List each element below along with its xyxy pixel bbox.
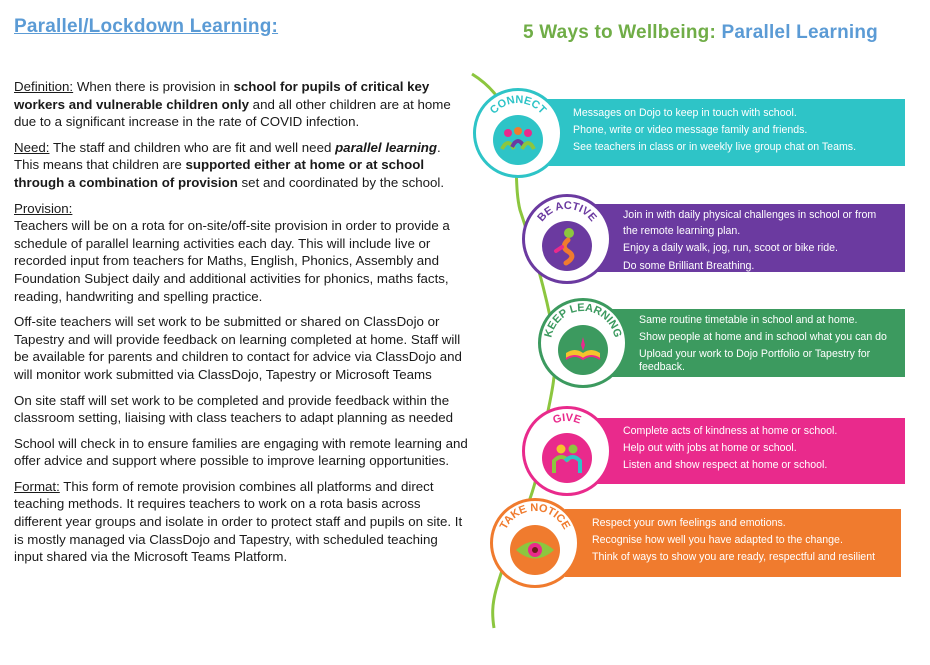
- need-text-3: set and coordinated by the school.: [237, 174, 445, 190]
- wellbeing-title: [523, 22, 878, 44]
- need-label: Need:: [14, 139, 50, 155]
- keep-learning-band: [612, 309, 905, 377]
- keep-learning-line: feedback.: [639, 361, 685, 373]
- people-icon: [493, 115, 543, 165]
- format-text: This form of remote provision combines all platforms and direct teaching methods. It requires teachers to work on a rota basis across different year groups and isolate in order to protect staff and pupils on site. It is mostly managed via ClassDojo and Tapestry, with scheduled teaching input shared via the Microsoft Teams Platform.: [14, 478, 463, 565]
- keep-learning-line: Same routine timetable in school and at home.: [639, 314, 858, 326]
- school-check-paragraph: School will check in to ensure families are engaging with remote learning and offer advice and support where possible to improve learning opportunities.: [14, 435, 468, 469]
- need-bold: supported either at home or at school through a combination of provision: [14, 157, 425, 190]
- connect-title: CONNECT: [487, 93, 549, 117]
- keep-learning-title: KEEP LEARNING: [542, 301, 624, 339]
- definition-paragraph: [14, 78, 469, 131]
- wellbeing-title-part2: Parallel Learning: [721, 22, 878, 43]
- take-notice-line: Think of ways to show you are ready, respectful and resilient: [592, 551, 876, 563]
- eye-icon: [510, 525, 560, 575]
- be-active-line: Join in with daily physical challenges in school or from: [623, 209, 877, 221]
- give-title: GIVE: [551, 411, 583, 427]
- take-notice-line: Respect your own feelings and emotions.: [592, 517, 786, 529]
- keep-learning-line: Upload your work to Dojo Portfolio or Tapestry for: [639, 348, 871, 360]
- need-bold-italic: parallel learning: [335, 139, 438, 155]
- be-active-line: Do some Brilliant Breathing.: [623, 259, 755, 272]
- format-paragraph: [14, 478, 469, 566]
- wellbeing-title-part1: 5 Ways to Wellbeing:: [523, 22, 716, 43]
- give-badge: [522, 406, 612, 496]
- onsite-paragraph: On site staff will set work to be completed and provide feedback within the classroom setting, liaising with class teachers to adapt planning as needed: [14, 392, 454, 426]
- need-paragraph: [14, 139, 469, 192]
- connect-line: Phone, write or video message family and friends.: [573, 124, 808, 136]
- be-active-line: Enjoy a daily walk, jog, run, scoot or bike ride.: [623, 242, 838, 254]
- info-column: [14, 78, 469, 574]
- connect-band: [545, 99, 905, 166]
- take-notice-title: TAKE NOTICE: [497, 501, 573, 532]
- give-band: [593, 418, 905, 484]
- offsite-paragraph: Off-site teachers will set work to be submitted or shared on ClassDojo or Tapestry and will provide feedback on learning completed at home. Staff will be available for parents and children to contact for advice via ClassDojo and will monitor work submitted via ClassDojo, Tapestry or Microsoft Teams: [14, 314, 462, 382]
- svg-text:CONNECT: [488, 94, 549, 117]
- definition-text-2: and all other children are at home due to a significant increase in the rate of COVID infection.: [14, 96, 451, 130]
- hug-icon: [542, 433, 592, 483]
- provision-paragraph: [14, 200, 469, 306]
- be-active-badge: [522, 194, 612, 284]
- definition-label: Definition:: [14, 79, 74, 94]
- connect-line: See teachers in class or in weekly live group chat on Teams.: [573, 141, 857, 153]
- definition-text-1: When there is provision in: [73, 79, 234, 94]
- give-line: Listen and show respect at home or school.: [623, 459, 828, 471]
- be-active-line: the remote learning plan.: [623, 224, 741, 237]
- running-person-icon: [542, 221, 592, 271]
- page-title: Parallel/Lockdown Learning:: [14, 16, 279, 37]
- provision-text: Teachers will be on a rota for on-site/off-site provision in order to provide a schedule of parallel learning activities each day. This will include live or recorded input from teachers for Maths, English, Phonics, Assembly and Foundation Subject daily and additional activities for phonics, maths facts, reading, handwriting and spelling practice.: [14, 218, 450, 304]
- keep-learning-badge: [538, 298, 628, 388]
- format-label: Format:: [14, 478, 60, 494]
- be-active-band: [593, 204, 905, 272]
- open-book-icon: [558, 325, 608, 375]
- need-text-1: The staff and children who are fit and well need: [49, 139, 336, 155]
- take-notice-badge: [490, 498, 580, 588]
- take-notice-line: Recognise how well you have adapted to the change.: [592, 534, 843, 546]
- give-line: Complete acts of kindness at home or school.: [623, 425, 838, 437]
- connect-line: Messages on Dojo to keep in touch with school.: [573, 107, 797, 119]
- be-active-title: BE ACTIVE: [535, 199, 599, 224]
- definition-bold: school for pupils of critical key workers and vulnerable children only: [14, 79, 430, 112]
- keep-learning-line: Show people at home and in school what you can do: [639, 331, 887, 343]
- take-notice-band: [565, 509, 901, 577]
- need-text-2: . This means that children are: [14, 139, 441, 173]
- give-line: Help out with jobs at home or school.: [623, 442, 797, 454]
- svg-text:GIVE: [552, 412, 583, 427]
- provision-label: Provision:: [14, 200, 73, 216]
- connect-badge: [473, 88, 563, 178]
